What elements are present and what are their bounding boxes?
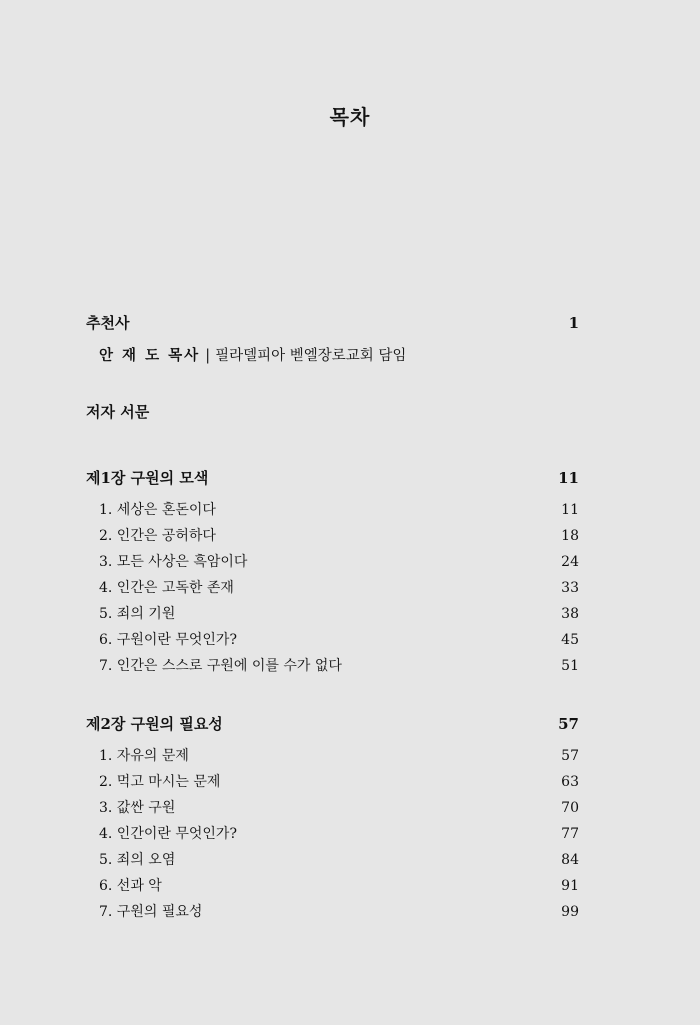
toc-section-title: 3. 값싼 구원	[99, 800, 176, 816]
toc-entry-title: 저자 서문	[86, 403, 150, 421]
toc-entry-page: 1	[568, 314, 579, 332]
toc-section-page: 63	[561, 774, 579, 790]
toc-chapter-page: 11	[558, 469, 579, 487]
toc-entry-preface[interactable]	[86, 312, 579, 333]
toc-section-page: 11	[561, 502, 579, 518]
toc-section-title: 6. 구원이란 무엇인가?	[99, 632, 237, 648]
toc-section[interactable]	[86, 499, 579, 519]
toc-section-title: 2. 먹고 마시는 문제	[99, 774, 221, 790]
toc-section[interactable]	[86, 849, 579, 869]
toc-section-title: 1. 세상은 혼돈이다	[99, 502, 216, 518]
page-title: 목차	[329, 105, 371, 129]
toc-section[interactable]	[86, 797, 579, 817]
toc-section[interactable]	[86, 525, 579, 545]
toc-chapter-title: 제1장 구원의 모색	[86, 469, 209, 487]
toc-section[interactable]	[86, 901, 579, 921]
toc-section-page: 51	[561, 658, 579, 674]
toc-section-title: 3. 모든 사상은 흑암이다	[99, 554, 248, 570]
toc-section-page: 24	[561, 554, 579, 570]
toc-section-title: 4. 인간이란 무엇인가?	[99, 826, 237, 842]
toc-section[interactable]	[86, 745, 579, 765]
toc-section-title: 7. 인간은 스스로 구원에 이를 수가 없다	[99, 658, 342, 674]
toc-section-title: 5. 죄의 기원	[99, 606, 176, 622]
toc-section-title: 6. 선과 악	[99, 878, 162, 894]
toc-section[interactable]	[86, 823, 579, 843]
preface-byline	[99, 344, 406, 365]
toc-section-page: 91	[561, 878, 579, 894]
toc-entry-author-preface[interactable]	[86, 401, 579, 422]
toc-section[interactable]	[86, 771, 579, 791]
toc-chapter-2[interactable]	[86, 713, 579, 734]
toc-section-page: 70	[561, 800, 579, 816]
toc-chapter-title: 제2장 구원의 필요성	[86, 715, 223, 733]
toc-section-page: 45	[561, 632, 579, 648]
toc-section-title: 1. 자유의 문제	[99, 748, 189, 764]
toc-chapter-page: 57	[558, 715, 579, 733]
byline-role: 필라델피아 벧엘장로교회 담임	[215, 348, 407, 364]
toc-section[interactable]	[86, 875, 579, 895]
byline-separator: |	[205, 348, 211, 364]
toc-section-page: 77	[561, 826, 579, 842]
toc-section-title: 4. 인간은 고독한 존재	[99, 580, 234, 596]
toc-section[interactable]	[86, 629, 579, 649]
toc-entry-title: 추천사	[86, 314, 130, 332]
toc-section-page: 38	[561, 606, 579, 622]
toc-section-page: 99	[561, 904, 579, 920]
toc-section-title: 2. 인간은 공허하다	[99, 528, 216, 544]
toc-section[interactable]	[86, 603, 579, 623]
byline-name: 안 재 도 목사	[99, 347, 201, 364]
toc-section[interactable]	[86, 551, 579, 571]
toc-section-page: 33	[561, 580, 579, 596]
toc-section-page: 57	[561, 748, 579, 764]
toc-section-title: 7. 구원의 필요성	[99, 904, 203, 920]
toc-section[interactable]	[86, 655, 579, 675]
toc-chapter-1[interactable]	[86, 467, 579, 488]
toc-section-title: 5. 죄의 오염	[99, 852, 176, 868]
toc-section-page: 18	[561, 528, 579, 544]
toc-section-page: 84	[561, 852, 579, 868]
toc-section[interactable]	[86, 577, 579, 597]
